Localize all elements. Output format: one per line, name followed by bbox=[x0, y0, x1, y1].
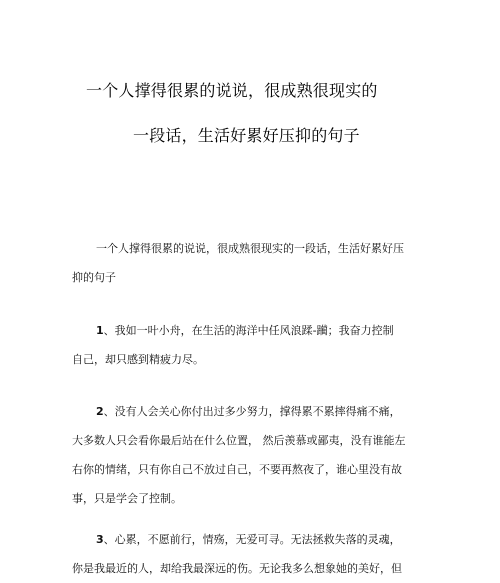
list-item-line: 你是我最近的人，却给我最深远的伤。无论我多么想象她的美好，但 bbox=[72, 562, 402, 575]
list-item-number: 3 bbox=[96, 533, 104, 546]
list-item-line bbox=[72, 397, 432, 426]
list-item bbox=[72, 525, 432, 583]
intro-paragraph bbox=[72, 234, 432, 292]
list-item bbox=[72, 397, 432, 513]
list-item-number: 1 bbox=[96, 324, 104, 337]
intro-line: 一个人撑得很累的说说，很成熟很现实的一段话，生活好累好压 bbox=[96, 242, 404, 255]
list-item-text: 、没有人会关心你付出过多少努力，撑得累不累摔得痛不痛， bbox=[103, 405, 401, 418]
list-item-line: 事，只是学会了控制。 bbox=[72, 492, 182, 505]
document-title-line-2: 一段话，生活好累好压抑的句子 bbox=[133, 126, 360, 145]
list-item-line: 自己，却只感到精疲力尽。 bbox=[72, 353, 204, 366]
list-item-line: 大多数人只会看你最后站在什么位置， 然后羡慕或鄙夷，没有谁能左 bbox=[72, 434, 406, 447]
list-item-line bbox=[72, 316, 432, 345]
document-title-line-1: 一个人撑得很累的说说，很成熟很现实的 bbox=[86, 81, 378, 100]
intro-line: 抑的句子 bbox=[72, 271, 116, 284]
list-item bbox=[72, 316, 432, 374]
list-item-text: 、我如一叶小舟，在生活的海洋中任风浪蹂-躏；我奋力控制 bbox=[103, 324, 394, 337]
list-item-line: 右你的情绪，只有你自己不放过自己，不要再熬夜了，谁心里没有故 bbox=[72, 463, 402, 476]
list-item-text: 、心累，不愿前行，情殇，无爱可寻。无法拯救失落的灵魂， bbox=[103, 533, 401, 546]
list-item-number: 2 bbox=[96, 405, 104, 418]
list-item-line bbox=[72, 525, 432, 554]
